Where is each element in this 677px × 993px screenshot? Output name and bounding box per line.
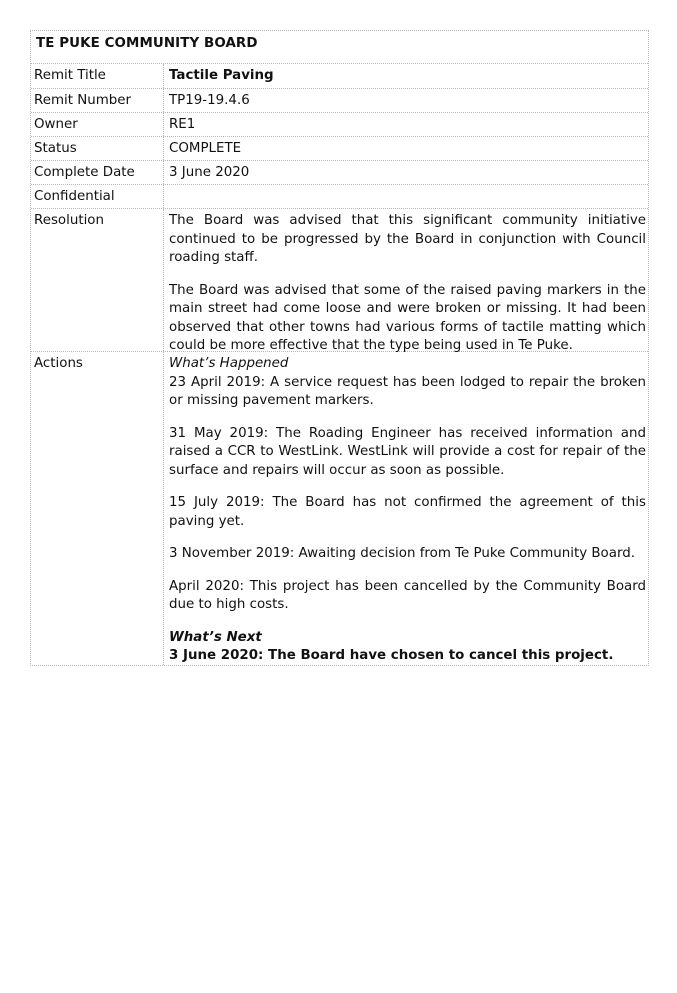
actions-body — [164, 352, 648, 665]
confidential-label: Confidential — [31, 185, 164, 208]
remit-record-table — [30, 30, 649, 666]
status-value: COMPLETE — [169, 141, 242, 156]
whats-next-text: 3 June 2020: The Board have chosen to cancel this project. — [169, 648, 614, 663]
row-remit-number — [31, 89, 648, 113]
whats-happened-heading: What’s Happened — [169, 356, 289, 371]
row-confidential — [31, 185, 648, 209]
row-resolution — [31, 209, 648, 352]
row-owner — [31, 113, 648, 137]
complete-date-label: Complete Date — [31, 161, 164, 184]
board-title: TE PUKE COMMUNITY BOARD — [31, 31, 648, 64]
status-label: Status — [31, 137, 164, 160]
resolution-body — [164, 209, 648, 351]
row-status — [31, 137, 648, 161]
remit-title-value: Tactile Paving — [169, 68, 274, 83]
row-remit-title — [31, 64, 648, 89]
resolution-label: Resolution — [31, 209, 164, 351]
action-entry: 23 April 2019: A service request has been lodged to repair the broken or missing pavement markers. — [169, 374, 646, 408]
remit-number-value: TP19-19.4.6 — [169, 93, 250, 108]
action-entry: 31 May 2019: The Roading Engineer has received information and raised a CCR to WestLink. WestLink will provide a cost for repair of the surface and repairs will occur as soon as possible. — [169, 425, 646, 478]
action-entry: April 2020: This project has been cancelled by the Community Board due to high costs. — [169, 578, 646, 612]
owner-value: RE1 — [169, 117, 196, 132]
resolution-paragraph: The Board was advised that some of the raised paving markers in the main street had come loose and were broken or missing. It had been observed that other towns had various forms of tactile matting which could be more effective that the type being used in Te Puke. — [169, 282, 646, 353]
confidential-value — [164, 185, 648, 208]
row-actions — [31, 352, 648, 665]
resolution-paragraph: The Board was advised that this significant community initiative continued to be progressed by the Board in conjunction with Council roading staff. — [169, 213, 646, 265]
row-complete-date — [31, 161, 648, 185]
remit-number-label: Remit Number — [31, 89, 164, 112]
remit-title-label: Remit Title — [31, 64, 164, 88]
action-entry: 15 July 2019: The Board has not confirmed the agreement of this paving yet. — [169, 495, 646, 529]
complete-date-value: 3 June 2020 — [169, 165, 250, 180]
actions-label: Actions — [31, 352, 164, 665]
action-entry: 3 November 2019: Awaiting decision from Te Puke Community Board. — [169, 546, 635, 561]
whats-next-heading: What’s Next — [169, 629, 262, 645]
owner-label: Owner — [31, 113, 164, 136]
